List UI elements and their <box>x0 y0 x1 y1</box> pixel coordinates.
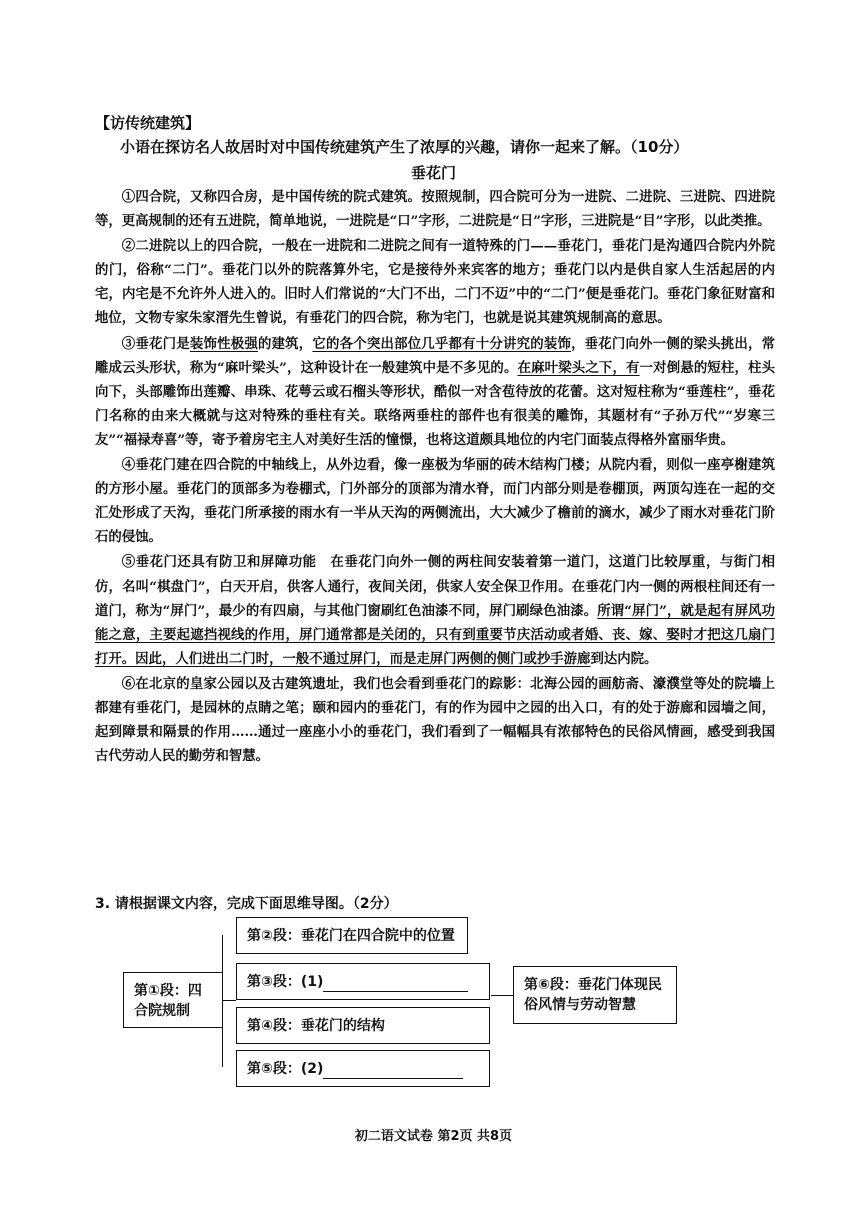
page-footer: 初二语文试卷 第2页 共8页 <box>354 1129 513 1144</box>
underlined-phrase: 所谓“屏门”，就是起有屏风功能之意，主要起遮挡视线的作用，屏门通常都是关闭的，只有到重要节庆活动或者婚、丧、嫁、娶时才把这几扇门打开。因此，人们进出二门时，一般不通过屏门，而是走屏门两侧的侧门或抄手游廊 <box>95 602 775 667</box>
mindmap-right-label: 第⑥段：垂花门体现民俗风情与劳动智慧 <box>524 977 662 1013</box>
article-title: 垂花门 <box>410 164 456 182</box>
section-title: 【访传统建筑】 <box>95 114 201 132</box>
question-3: 3. 请根据课文内容，完成下面思维导图。（2分） <box>95 896 398 912</box>
mindmap-box-paragraph-4 <box>236 1007 490 1044</box>
paragraph-3-text: 的建筑， <box>257 335 313 352</box>
answer-blank-1[interactable] <box>323 975 468 992</box>
paragraph-3 <box>95 332 775 452</box>
mindmap-p5-label: 第⑤段：(2) <box>247 1061 324 1077</box>
mindmap-box-paragraph-5 <box>236 1050 490 1087</box>
answer-blank-2[interactable] <box>323 1062 463 1079</box>
connector-left-stub <box>222 1000 236 1001</box>
connector-right <box>491 995 513 996</box>
paragraph-3-text: ③垂花门是 <box>121 335 190 352</box>
mindmap-box-paragraph-3 <box>236 963 490 1000</box>
paragraph-1: ①四合院，又称四合房，是中国传统的院式建筑。按照规制，四合院可分为一进院、二进院、三进院、四进院等，更高规制的还有五进院，简单地说，一进院是“口”字形，二进院是“日”字形，三进院是“目”字形，以此类推。 <box>95 189 775 230</box>
paragraph-5 <box>95 550 775 670</box>
paragraph-6: ⑥在北京的皇家公园以及古建筑遗址，我们也会看到垂花门的踪影：北海公园的画舫斋、濠濮堂等处的院墙上都建有垂花门，是园林的点睛之笔；颐和园内的垂花门，有的作为园中之园的出入口，有的处于游廊和园墙之间，起到障景和隔景的作用……通过一座座小小的垂花门，我们看到了一幅幅具有浓郁特色的民俗风情画，感受到我国古代劳动人民的勤劳和智慧。 <box>95 675 775 765</box>
paragraph-5-text: 到达内院。 <box>590 650 658 667</box>
underlined-phrase: 装饰性极强 <box>189 335 258 352</box>
mindmap-box-paragraph-2 <box>236 917 468 954</box>
mindmap-left-box <box>123 972 223 1028</box>
underlined-phrase: 它的各个突出部位几乎都有十分讲究的装饰 <box>312 335 572 352</box>
mindmap-left-label: 第①段：四合院规制 <box>134 983 202 1019</box>
paragraph-2: ②二进院以上的四合院，一般在一进院和二进院之间有一道特殊的门——垂花门，垂花门是沟通四合院内外院的门，俗称“二门”。垂花门以外的院落算外宅，它是接待外来宾客的地方；垂花门以内是供自家人生活起居的内宅，内宅是不允许外人进入的。旧时人们常说的“大门不出，二门不迈”中的“二门”便是垂花门。垂花门象征财富和地位，文物专家朱家溍先生曾说，有垂花门的四合院，称为宅门，也就是说其建筑规制高的意思。 <box>95 238 775 327</box>
paragraph-3-text: ，垂花门向外一侧的梁头挑出，常雕成云头形状，称为“麻叶梁头”，这种设计在一般建筑中是不多见的。 <box>95 335 776 376</box>
paragraph-4: ④垂花门建在四合院的中轴线上，从外边看，像一座极为华丽的砖木结构门楼；从院内看，则似一座亭榭建筑的方形小屋。垂花门的顶部多为卷棚式，门外部分的顶部为清水脊，而门内部分则是卷棚顶，两顶勾连在一起的交汇处形成了天沟，垂花门所承接的雨水有一半从天沟的两侧流出，大大减少了檐前的滴水，减少了雨水对垂花门阶石的侵蚀。 <box>95 457 775 546</box>
mindmap-right-box <box>513 966 677 1024</box>
paragraph-5-text: ⑤垂花门还具有防卫和屏障功能 在垂花门向外一侧的两柱间安装着第一道门，这道门比较厚重，与街门相仿，名叫“棋盘门”，白天开启，供客人通行，夜间关闭，供家人安全保卫作用。在垂花门内一侧的两根柱间还有一道门，称为“屏门”，最少的有四扇，与其他门窗刷红色油漆不同，屏门刷绿色油漆。 <box>95 554 775 619</box>
mindmap-p2-label: 第②段：垂花门在四合院中的位置 <box>247 928 455 944</box>
mindmap-p4-label: 第④段：垂花门的结构 <box>247 1018 385 1034</box>
paragraph-3-text: 一对倒悬的短柱，柱头向下，头部雕饰出莲瓣、串珠、花萼云或石榴头等形状，酷似一对含苞待放的花蕾。这对短柱称为“垂莲柱”，垂花门名称的由来大概就与这对特殊的垂柱有关。联络两垂柱的部件也有很美的雕饰，其题材有“子孙万代”“岁寒三友”“福禄寿喜”等，寄予着房宅主人对美好生活的憧憬，也将这道颇具地位的内宅门面装点得格外富丽华贵。 <box>95 359 776 448</box>
article-body <box>95 185 775 769</box>
underlined-phrase: 在麻叶梁头之下，有 <box>517 359 640 376</box>
connector-left <box>222 935 237 1067</box>
intro-text: 小语在探访名人故居时对中国传统建筑产生了浓厚的兴趣，请你一起来了解。（10分） <box>120 138 689 156</box>
mindmap-p3-label: 第③段：(1) <box>247 974 324 990</box>
